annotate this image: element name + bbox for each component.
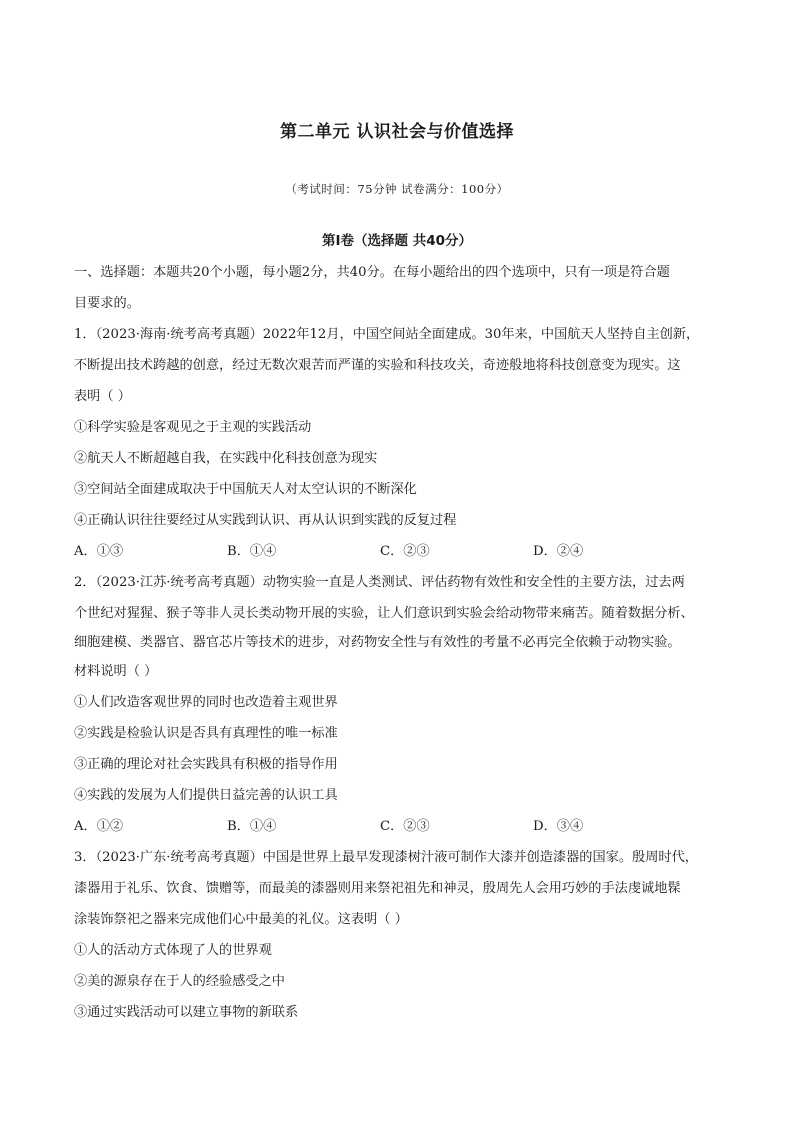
statement: ②实践是检验认识是否具有真理性的唯一标准 xyxy=(74,726,338,741)
question-2 xyxy=(74,567,722,842)
statement: ②航天人不断超越自我，在实践中化科技创意为现实 xyxy=(74,451,378,466)
option-b[interactable]: B．①④ xyxy=(227,819,277,834)
option-a[interactable]: A．①③ xyxy=(74,544,124,559)
statement: ③正确的理论对社会实践具有积极的指导作用 xyxy=(74,757,338,772)
question-3 xyxy=(74,842,722,1028)
question-stem-line: 细胞建模、类器官、器官芯片等技术的进步，对药物安全性与有效性的考量不必再完全依赖于动物实验。 xyxy=(74,635,681,650)
option-b[interactable]: B．①④ xyxy=(227,544,277,559)
instruction-line: 目要求的。 xyxy=(74,296,140,311)
question-stem-line: 漆器用于礼乐、饮食、馈赠等，而最美的漆器则用来祭祀祖先和神灵，殷周先人会用巧妙的手法虔诚地髹 xyxy=(74,881,681,896)
section-title: 第Ⅰ卷（选择题 共40分） xyxy=(321,233,472,249)
question-1 xyxy=(74,319,722,567)
option-d[interactable]: D．③④ xyxy=(533,819,584,834)
question-stem-line: 不断提出技术跨越的创意，经过无数次艰苦而严谨的实验和科技攻关，奇迹般地将科技创意变为现实。这 xyxy=(74,358,681,373)
options-row xyxy=(74,536,722,567)
statement: ①人们改造客观世界的同时也改造着主观世界 xyxy=(74,695,338,710)
options-row xyxy=(74,811,722,842)
statement: ④正确认识往往要经过从实践到认识、再从认识到实践的反复过程 xyxy=(74,513,457,528)
option-c[interactable]: C．②③ xyxy=(380,819,430,834)
statement: ②美的源泉存在于人的经验感受之中 xyxy=(74,974,285,989)
statement: ①科学实验是客观见之于主观的实践活动 xyxy=(74,420,312,435)
exam-body xyxy=(74,257,722,1028)
question-stem-line: 2．（2023·江苏·统考高考真题）动物实验一直是人类测试、评估药物有效性和安全性的主要方法，过去两 xyxy=(74,575,685,590)
question-stem-line: 表明（ ） xyxy=(74,389,131,404)
statement: ④实践的发展为人们提供日益完善的认识工具 xyxy=(74,788,338,803)
exam-info: （考试时间：75分钟 试卷满分：100分） xyxy=(285,182,509,196)
page-title: 第二单元 认识社会与价值选择 xyxy=(280,122,514,142)
statement: ③空间站全面建成取决于中国航天人对太空认识的不断深化 xyxy=(74,482,417,497)
question-stem-line: 1．（2023·海南·统考高考真题）2022年12月，中国空间站全面建成。30年来，中国航天人坚持自主创新， xyxy=(74,327,700,342)
statement: ③通过实践活动可以建立事物的新联系 xyxy=(74,1005,299,1020)
question-stem-line: 个世纪对猩猩、猴子等非人灵长类动物开展的实验，让人们意识到实验会给动物带来痛苦。随着数据分析、 xyxy=(74,606,694,621)
question-stem-line: 材料说明（ ） xyxy=(74,664,158,679)
option-c[interactable]: C．②③ xyxy=(380,544,430,559)
option-a[interactable]: A．①② xyxy=(74,819,124,834)
question-stem-line: 3．（2023·广东·统考高考真题）中国是世界上最早发现漆树汁液可制作大漆并创造漆器的国家。殷周时代， xyxy=(74,850,698,865)
option-d[interactable]: D．②④ xyxy=(533,544,584,559)
question-stem-line: 涂装饰祭祀之器来完成他们心中最美的礼仪。这表明（ ） xyxy=(74,912,408,927)
instruction-line: 一、选择题：本题共20个小题，每小题2分，共40分。在每小题给出的四个选项中，只有一项是符合题 xyxy=(74,265,670,280)
statement: ①人的活动方式体现了人的世界观 xyxy=(74,943,272,958)
